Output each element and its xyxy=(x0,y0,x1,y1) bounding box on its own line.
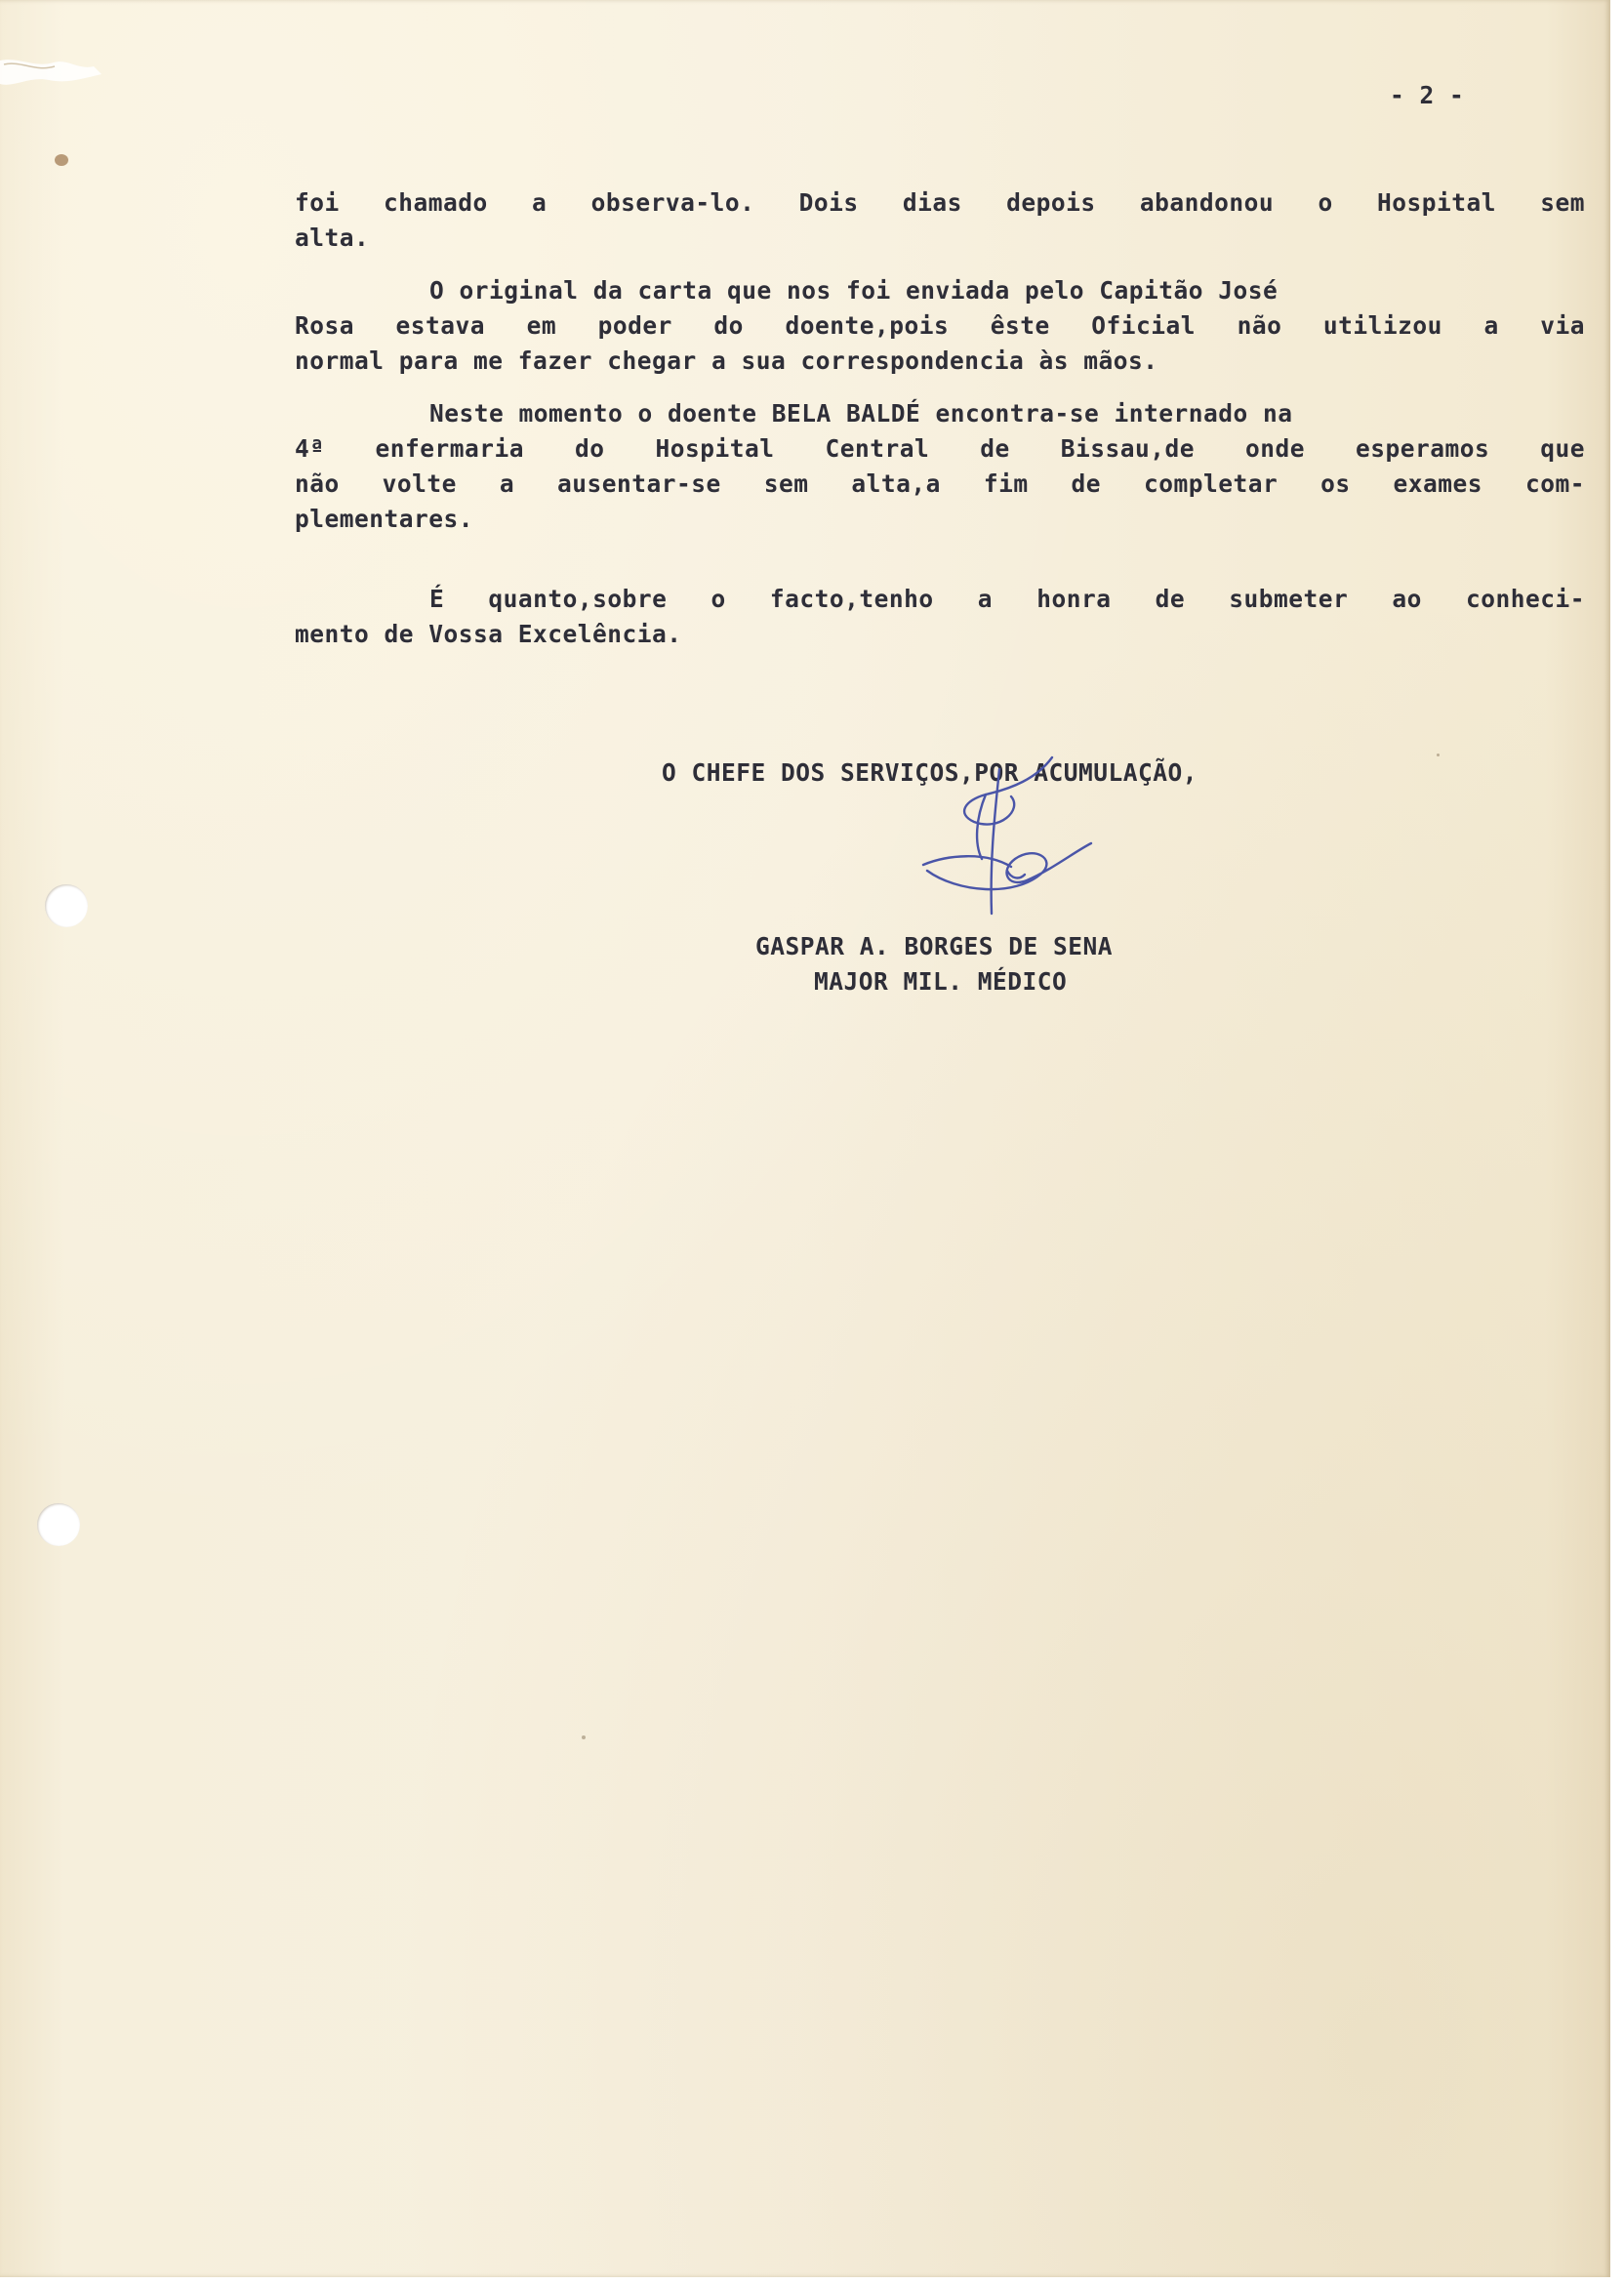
body-text-line: plementares. xyxy=(295,505,474,533)
body-text-line: Rosa estava em poder do doente,pois êste Oficial não utilizou a via xyxy=(295,311,1585,340)
torn-corner-icon xyxy=(0,55,107,94)
body-text-line: foi chamado a observa-lo. Dois dias depois abandonou o Hospital sem xyxy=(295,188,1585,217)
punch-hole-icon xyxy=(37,1503,80,1546)
body-text-line: 4ª enfermaria do Hospital Central de Bissau,de onde esperamos que xyxy=(295,434,1585,463)
punch-hole-icon xyxy=(45,884,88,927)
body-text-line: não volte a ausentar-se sem alta,a fim de completar os exames com- xyxy=(295,469,1585,498)
body-text-line: alta. xyxy=(295,224,370,252)
paper-speck xyxy=(582,1735,586,1739)
scan-margin xyxy=(1610,0,1624,2284)
page-number: - 2 - xyxy=(1390,81,1465,109)
body-text-line: normal para me fazer chegar a sua correspondencia às mãos. xyxy=(295,347,1158,375)
signatory-title: MAJOR MIL. MÉDICO xyxy=(814,967,1068,996)
body-text-line: mento de Vossa Excelência. xyxy=(295,620,682,648)
paper-speck xyxy=(1437,754,1440,756)
paper-stain xyxy=(55,154,68,166)
signatory-name: GASPAR A. BORGES DE SENA xyxy=(755,932,1114,960)
closing-line: O CHEFE DOS SERVIÇOS,POR ACUMULAÇÃO, xyxy=(662,758,1198,787)
body-text-line: É quanto,sobre o facto,tenho a honra de submeter ao conheci- xyxy=(429,585,1585,613)
scan-margin xyxy=(0,2277,1624,2284)
body-text-line: O original da carta que nos foi enviada pelo Capitão José xyxy=(429,276,1279,305)
handwritten-signature-icon xyxy=(917,750,1103,935)
body-text-line: Neste momento o doente BELA BALDÉ encontra-se internado na xyxy=(429,399,1293,428)
